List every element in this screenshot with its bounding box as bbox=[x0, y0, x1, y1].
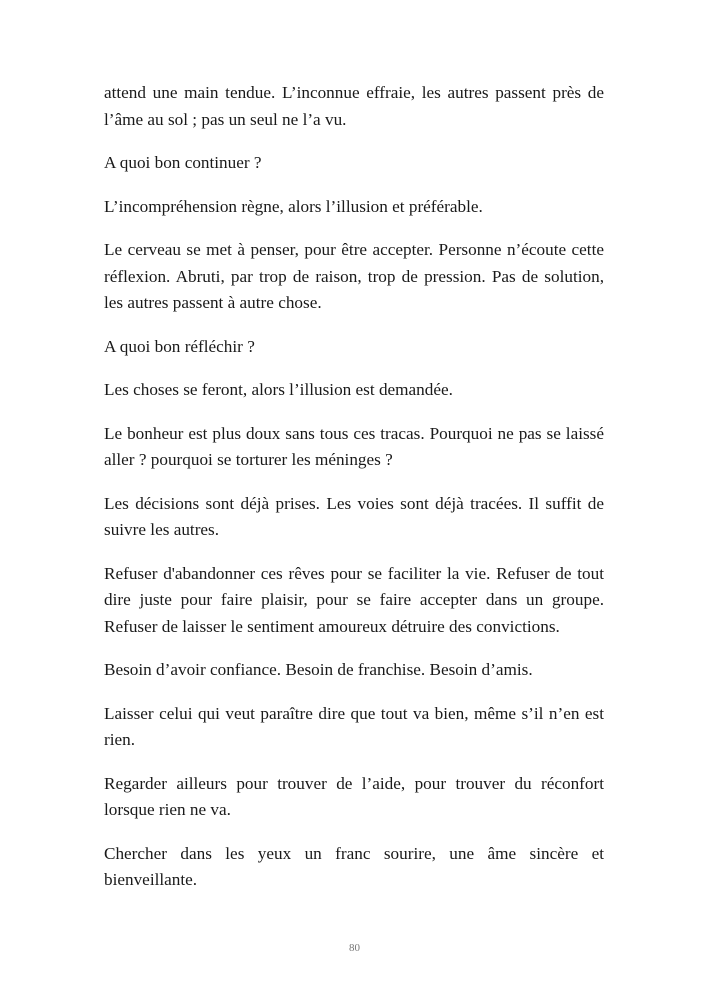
paragraph: attend une main tendue. L’inconnue effraie, les autres passent près de l’âme au sol ; pas un seul ne l’a vu. bbox=[104, 83, 604, 129]
paragraph: Chercher dans les yeux un franc sourire, une âme sincère et bienveillante. bbox=[104, 843, 604, 889]
paragraph: Regarder ailleurs pour trouver de l’aide, pour trouver du réconfort lorsque rien ne va. bbox=[104, 773, 604, 819]
paragraph: Le bonheur est plus doux sans tous ces tracas. Pourquoi ne pas se laissé aller ? pourquoi se torturer les méninges ? bbox=[104, 423, 604, 469]
paragraph: Les décisions sont déjà prises. Les voies sont déjà tracées. Il suffit de suivre les autres. bbox=[104, 493, 604, 539]
paragraph: Besoin d’avoir confiance. Besoin de franchise. Besoin d’amis. bbox=[104, 660, 533, 679]
paragraph: Laisser celui qui veut paraître dire que tout va bien, même s’il n’en est rien. bbox=[104, 703, 604, 749]
page-number: 80 bbox=[349, 942, 360, 954]
paragraph: Le cerveau se met à penser, pour être accepter. Personne n’écoute cette réflexion. Abruti, par trop de raison, trop de pression. Pas de solution, les autres passent à autre chose. bbox=[104, 240, 604, 312]
paragraph: Les choses se feront, alors l’illusion est demandée. bbox=[104, 380, 453, 399]
paragraph: L’incompréhension règne, alors l’illusion et préférable. bbox=[104, 196, 483, 216]
paragraph: A quoi bon continuer ? bbox=[104, 153, 262, 172]
body-text bbox=[104, 80, 604, 911]
paragraph: Refuser d'abandonner ces rêves pour se faciliter la vie. Refuser de tout dire juste pour faire plaisir, pour se faire accepter dans un groupe. Refuser de laisser le sentiment amoureux détruire des convictions. bbox=[104, 563, 604, 636]
paragraph: A quoi bon réfléchir ? bbox=[104, 336, 255, 356]
